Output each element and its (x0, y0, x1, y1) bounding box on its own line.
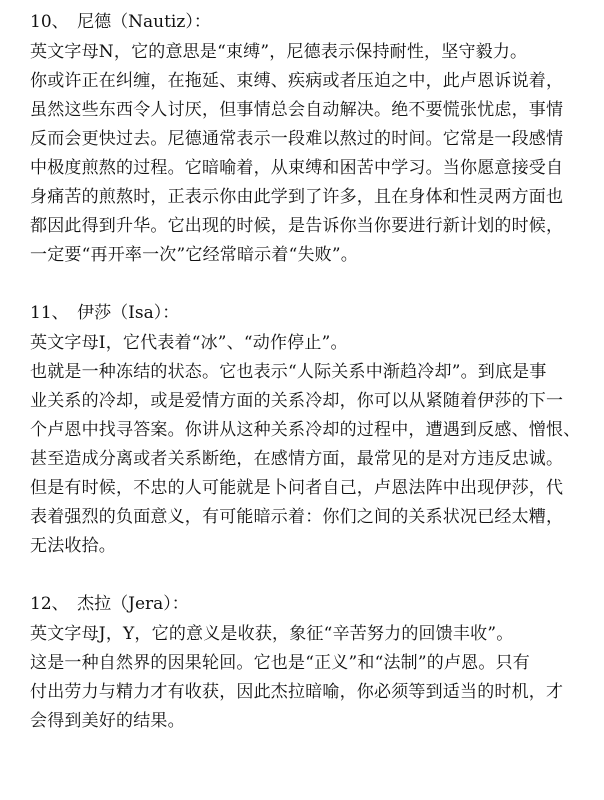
rune-section-jera (30, 590, 590, 736)
section-body (30, 620, 590, 736)
paragraph-line: 英文字母N，它的意思是“束缚”，尼德表示保持耐性，坚守毅力。 (30, 42, 528, 62)
section-heading: 11、 伊莎（Isa）： (30, 303, 180, 323)
paragraph-line: 也就是一种冻结的状态。它也表示“人际关系中渐趋冷却”。到底是事 (30, 362, 547, 382)
section-spacer (30, 270, 590, 299)
paragraph-line: 会得到美好的结果。 (30, 711, 185, 731)
paragraph-line: 个卢恩中找寻答案。你讲从这种关系冷却的过程中，遭遇到反感、憎恨、 (30, 420, 581, 440)
paragraph-line: 都因此得到升华。它出现的时候，是告诉你当你要进行新计划的时候， (30, 216, 564, 236)
paragraph-line: 虽然这些东西令人讨厌，但事情总会自动解决。绝不要慌张忧虑，事情 (30, 100, 564, 120)
paragraph-line: 甚至造成分离或者关系断绝，在感情方面，最常见的是对方违反忠诚。 (30, 449, 564, 469)
paragraph-line: 英文字母J，Y，它的意义是收获，象征“辛苦努力的回馈丰收”。 (30, 624, 514, 644)
rune-section-isa (30, 299, 590, 561)
paragraph-line: 中极度煎熬的过程。它暗喻着，从束缚和困苦中学习。当你愿意接受自 (30, 158, 564, 178)
paragraph-line: 无法收拾。 (30, 536, 116, 556)
paragraph-line: 但是有时候，不忠的人可能就是卜问者自己，卢恩法阵中出现伊莎，代 (30, 478, 564, 498)
paragraph-line: 一定要“再开率一次”它经常暗示着“失败”。 (30, 245, 358, 265)
section-heading: 12、 杰拉（Jera）： (30, 594, 189, 614)
paragraph-line: 英文字母I，它代表着“冰”、“动作停止”。 (30, 333, 348, 353)
section-spacer (30, 561, 590, 590)
paragraph-line: 身痛苦的煎熬时，正表示你由此学到了许多，且在身体和性灵两方面也 (30, 187, 564, 207)
document-page (30, 8, 590, 736)
paragraph-line: 表着强烈的负面意义，有可能暗示着：你们之间的关系状况已经太糟， (30, 507, 564, 527)
paragraph-line: 这是一种自然界的因果轮回。它也是“正义”和“法制”的卢恩。只有 (30, 653, 530, 673)
paragraph-line: 付出劳力与精力才有收获，因此杰拉暗喻，你必须等到适当的时机，才 (30, 682, 564, 702)
section-body (30, 329, 590, 561)
section-body (30, 38, 590, 270)
paragraph-line: 反而会更快过去。尼德通常表示一段难以熬过的时间。它常是一段感情 (30, 129, 564, 149)
rune-section-nautiz (30, 8, 590, 270)
paragraph-line: 你或许正在纠缠，在拖延、束缚、疾病或者压迫之中，此卢恩诉说着， (30, 71, 564, 91)
section-heading: 10、 尼德（Nautiz）： (30, 12, 211, 32)
paragraph-line: 业关系的冷却，或是爱情方面的关系冷却，你可以从紧随着伊莎的下一 (30, 391, 564, 411)
